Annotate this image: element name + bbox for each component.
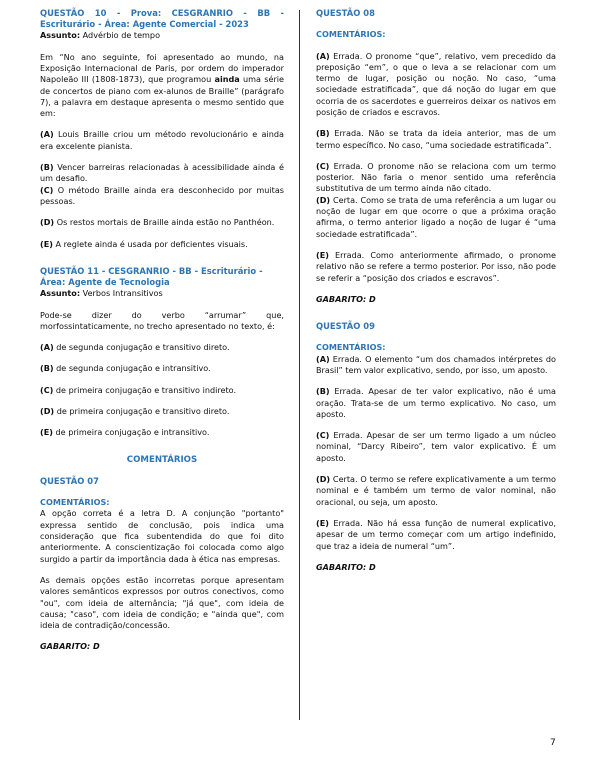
page-number: 7 (550, 738, 556, 748)
option-d: (D) Os restos mortais de Braille ainda estão no Panthéon. (40, 217, 275, 228)
comment-paragraph: As demais opções estão incorretas porque apresentam valores semânticos expressos por outros conectivos, como "ou", com ideia de alternância; "já que", com ideia de causa; "caso", com ideia de condição; e "ainda que", com ideia de contradição/concessão. (40, 574, 284, 631)
question-08-comments (316, 8, 556, 305)
option-b: (B) de segunda conjugação e intransitivo. (40, 363, 211, 374)
question-11 (40, 266, 284, 439)
question-09-comments (316, 321, 556, 573)
comment-item-d: (D) Certa. O termo se refere explicativamente a um termo nominal e é também um termo de valor nominal, não oracional, ou seja, um aposto. (316, 474, 556, 507)
comment-item-e: (E) Errada. Não há essa função de numeral explicativo, apesar de um termo começar com um artigo indefinido, que traz a ideia de numeral “um”. (316, 517, 556, 551)
comment-paragraph: A opção correta é a letra D. A conjunção "portanto" expressa sentido de conclusão, pois indica uma consideração que fica subentendida do que foi dito anteriormente. A conscientização foi colocada como algo surgido a partir da importância dada à ética nas empresas. (40, 508, 284, 564)
left-column (40, 8, 284, 653)
comment-item-c: (C) Errada. Apesar de ser um termo ligado a um núcleo nominal, “Darcy Ribeiro”, tem valor explicativo. É um aposto. (316, 430, 556, 463)
question-11-heading: QUESTÃO 11 - CESGRANRIO - BB - Escriturário - Área: Agente de Tecnologia (40, 265, 263, 288)
column-divider (299, 10, 300, 720)
option-c: (C) O método Braille ainda era desconhecido por muitas pessoas. (40, 184, 284, 206)
comments-section-title: COMENTÁRIOS (126, 454, 198, 465)
comment-item-c: (C) Errada. O pronome não se relaciona com um termo posterior. Não faria o menor sentido uma referência substitutiva de um termo ainda não citado. (316, 160, 556, 194)
question-10-heading: QUESTÃO 10 - Prova: CESGRANRIO - BB - Escriturário - Área: Agente Comercial - 2023 (40, 8, 284, 30)
answer-key: GABARITO: D (316, 293, 376, 304)
question-11-stem: Pode-se dizer do verbo “arrumar” que, morfossintaticamente, no trecho apresentado no texto, é: (40, 309, 284, 331)
comments-label: COMENTÁRIOS: (40, 497, 110, 508)
option-a: (A) de segunda conjugação e transitivo direto. (40, 342, 230, 353)
answer-key: GABARITO: D (40, 641, 100, 652)
comment-item-d: (D) Certa. Como se trata de uma referência a um lugar ou noção de lugar em que ocorre o que a próxima oração afirma, o termo anterior ligado a noção de lugar é “uma sociedade estratificada”. (316, 194, 556, 239)
right-column (316, 8, 556, 573)
question-10-stem: Em “No ano seguinte, foi apresentado ao mundo, na Exposição Internacional de Paris, por ordem do imperador Napoleão III (1808-1873), que programou ainda uma série de concertos de piano com ex-alunos de Braille” (parágrafo 7), a palavra em destaque apresenta o mesmo sentido que em: (40, 51, 284, 119)
question-09-heading: QUESTÃO 09 (316, 321, 375, 332)
comments-label: COMENTÁRIOS: (316, 29, 386, 40)
question-07-heading: QUESTÃO 07 (40, 475, 99, 486)
comment-item-a: (A) Errada. O pronome “que”, relativo, vem precedido da preposição “em”, o que o leva a se relacionar com um termo de lugar, posição ou noção. No caso, “uma sociedade estratificada”, que dá noção do lugar em que ocorria de os sacerdotes e guerreiros deixar os nativos em posição de criados e escravos. (316, 50, 556, 117)
answer-key: GABARITO: D (316, 561, 376, 572)
comment-item-b: (B) Errada. Apesar de ter valor explicativo, não é uma oração. Trata-se de um termo explicativo. No caso, um aposto. (316, 386, 556, 419)
comment-item-b: (B) Errada. Não se trata da ideia anterior, mas de um termo específico. No caso, “uma sociedade estratificada”. (316, 128, 556, 150)
question-11-subject: Assunto: Verbos Intransitivos (40, 288, 163, 299)
option-e: (E) A reglete ainda é usada por deficientes visuais. (40, 238, 248, 249)
question-07-comments (40, 476, 284, 653)
comment-item-a: (A) Errada. O elemento “um dos chamados intérpretes do Brasil” tem valor explicativo, sendo, por isso, um aposto. (316, 353, 556, 375)
option-b: (B) Vencer barreiras relacionadas à acessibilidade ainda é um desafio. (40, 162, 284, 184)
question-10 (40, 8, 284, 250)
option-a: (A) Louis Braille criou um método revolucionário e ainda era excelente pianista. (40, 129, 284, 151)
comments-label: COMENTÁRIOS: (316, 342, 386, 353)
question-08-heading: QUESTÃO 08 (316, 8, 375, 18)
option-d: (D) de primeira conjugação e transitivo direto. (40, 406, 230, 417)
option-c: (C) de primeira conjugação e transitivo indireto. (40, 384, 237, 395)
question-10-subject: Assunto: Advérbio de tempo (40, 30, 161, 41)
comment-item-e: (E) Errada. Como anteriormente afirmado, o pronome relativo não se refere a termo posterior. Por isso, não pode se referir a “posição dos criados e escravos”. (316, 249, 556, 283)
option-e: (E) de primeira conjugação e intransitivo. (40, 427, 210, 438)
